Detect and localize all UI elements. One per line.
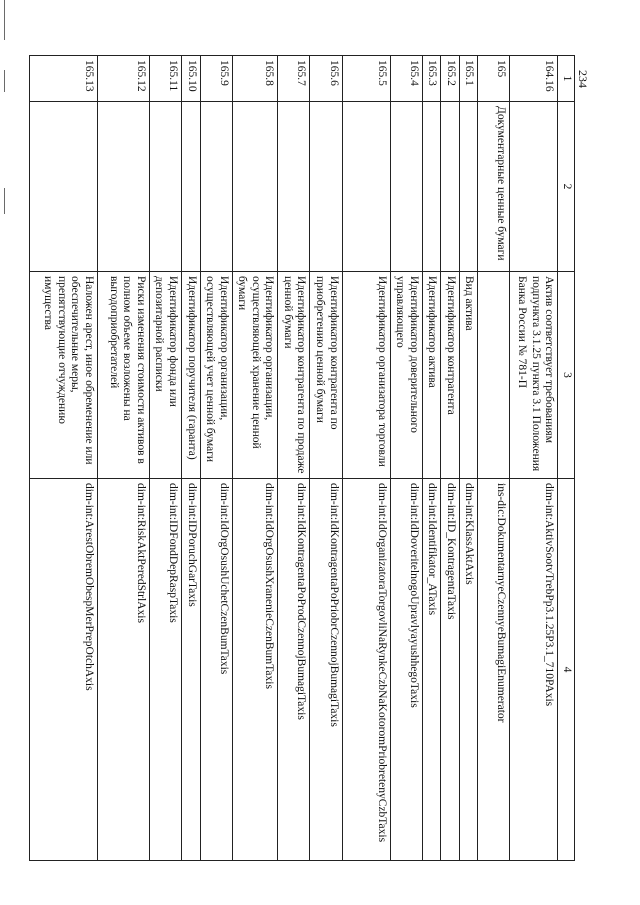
header-cell: 3 xyxy=(558,272,575,479)
cell-num: 165.8 xyxy=(232,56,278,102)
cell-code: dim-int:IDFondDepRaspTaxis xyxy=(149,479,181,861)
header-row xyxy=(558,56,575,861)
cell-code: ins-dic:DokumentarnyeCzennyeBumagiEnumerator xyxy=(478,479,510,861)
cell-name xyxy=(342,102,390,272)
table-row xyxy=(232,56,278,861)
table-row xyxy=(29,56,97,861)
cell-name xyxy=(182,102,201,272)
cell-code: dim-int:ID_KontragentaTaxis xyxy=(441,479,460,861)
cell-name xyxy=(278,102,310,272)
cell-num: 165.1 xyxy=(459,56,478,102)
cell-code: dim-int:IdOrgOsushXranenieCzenBumTaxis xyxy=(232,479,278,861)
cell-name xyxy=(97,102,149,272)
cell-name xyxy=(422,102,441,272)
cell-desc: Риски изменения стоимости активов в полном объеме возложены на выгодоприобретателей xyxy=(97,272,149,479)
cell-num: 165.12 xyxy=(97,56,149,102)
cell-desc: Идентификатор организации, осуществляющей хранение ценной бумаги xyxy=(232,272,278,479)
cell-desc: Идентификатор актива xyxy=(422,272,441,479)
cell-num: 165.11 xyxy=(149,56,181,102)
cell-num: 165.4 xyxy=(390,56,422,102)
table-row xyxy=(278,56,310,861)
table-row xyxy=(149,56,181,861)
table-row xyxy=(478,56,510,861)
data-table xyxy=(29,55,575,861)
binder-line xyxy=(4,0,5,40)
cell-desc: Идентификатор доверительного управляющего xyxy=(390,272,422,479)
table-row xyxy=(342,56,390,861)
cell-code: dim-int:ArestObremObespMerPrepOtchAxis xyxy=(29,479,97,861)
cell-desc: Идентификатор контрагента xyxy=(441,272,460,479)
cell-num: 164.16 xyxy=(510,56,558,102)
cell-desc: Идентификатор организатора торговли xyxy=(342,272,390,479)
cell-desc xyxy=(478,272,510,479)
cell-num: 165.3 xyxy=(422,56,441,102)
cell-num: 165.10 xyxy=(182,56,201,102)
rotated-page xyxy=(42,55,575,860)
table-row xyxy=(459,56,478,861)
cell-code: dim-int:IdOrganizatoraTorgovliNaRynkeCzbNaKotoromPriobretenyCzbTaxis xyxy=(342,479,390,861)
cell-code: dim-int:KlassAktAxis xyxy=(459,479,478,861)
cell-num: 165.2 xyxy=(441,56,460,102)
cell-desc: Наложен арест, иное обременение или обеспечительные меры, препятствующие отчуждению имущества xyxy=(29,272,97,479)
cell-code: dim-int:AktivSootvTrebPp3.1.25P3.1_710PAxis xyxy=(510,479,558,861)
cell-num: 165 xyxy=(478,56,510,102)
cell-num: 165.7 xyxy=(278,56,310,102)
cell-desc: Идентификатор контрагента по продаже ценной бумаги xyxy=(278,272,310,479)
header-cell: 1 xyxy=(558,56,575,102)
cell-name xyxy=(200,102,232,272)
cell-name xyxy=(310,102,342,272)
cell-num: 165.13 xyxy=(29,56,97,102)
cell-code: dim-int:IdOrgOsushUchetCzenBumTaxis xyxy=(200,479,232,861)
cell-desc: Идентификатор поручителя (гаранта) xyxy=(182,272,201,479)
cell-desc: Вид актива xyxy=(459,272,478,479)
header-cell: 2 xyxy=(558,102,575,272)
cell-desc: Идентификатор контрагента по приобретению ценной бумаги xyxy=(310,272,342,479)
binder-line xyxy=(4,70,5,92)
table-row xyxy=(182,56,201,861)
cell-desc: Идентификатор организации, осуществляющей учет ценной бумаги xyxy=(200,272,232,479)
binder-line xyxy=(4,188,5,214)
cell-name: Документарные ценные бумаги xyxy=(478,102,510,272)
cell-name xyxy=(390,102,422,272)
cell-desc: Идентификатор фонда или депозитарной расписки xyxy=(149,272,181,479)
page-number: 234 xyxy=(576,70,590,88)
cell-code: dim-int:IDPoruchGarTaxis xyxy=(182,479,201,861)
cell-name xyxy=(510,102,558,272)
cell-code: dim-int:Identifikator_ATaxis xyxy=(422,479,441,861)
cell-desc: Актив соответствует требованиям подпункта 3.1.25 пункта 3.1 Положения Банка России № 781-П xyxy=(510,272,558,479)
cell-num: 165.5 xyxy=(342,56,390,102)
table-row xyxy=(200,56,232,861)
cell-name xyxy=(459,102,478,272)
cell-num: 165.9 xyxy=(200,56,232,102)
table-row xyxy=(310,56,342,861)
cell-name xyxy=(441,102,460,272)
table-row xyxy=(422,56,441,861)
header-cell: 4 xyxy=(558,479,575,861)
cell-name xyxy=(149,102,181,272)
table-row xyxy=(97,56,149,861)
table-row xyxy=(510,56,558,861)
cell-name xyxy=(29,102,97,272)
table-row xyxy=(390,56,422,861)
cell-name xyxy=(232,102,278,272)
cell-code: dim-int:IdKontragentaPoProdCzennojBumagiTaxis xyxy=(278,479,310,861)
cell-num: 165.6 xyxy=(310,56,342,102)
cell-code: dim-int:RiskAktPeredStrlAxis xyxy=(97,479,149,861)
cell-code: dim-int:IdKontragentaPoPriobrCzennojBumagiTaxis xyxy=(310,479,342,861)
cell-code: dim-int:IdDoveritelnogoUpravlyayushhegoTaxis xyxy=(390,479,422,861)
table-row xyxy=(441,56,460,861)
